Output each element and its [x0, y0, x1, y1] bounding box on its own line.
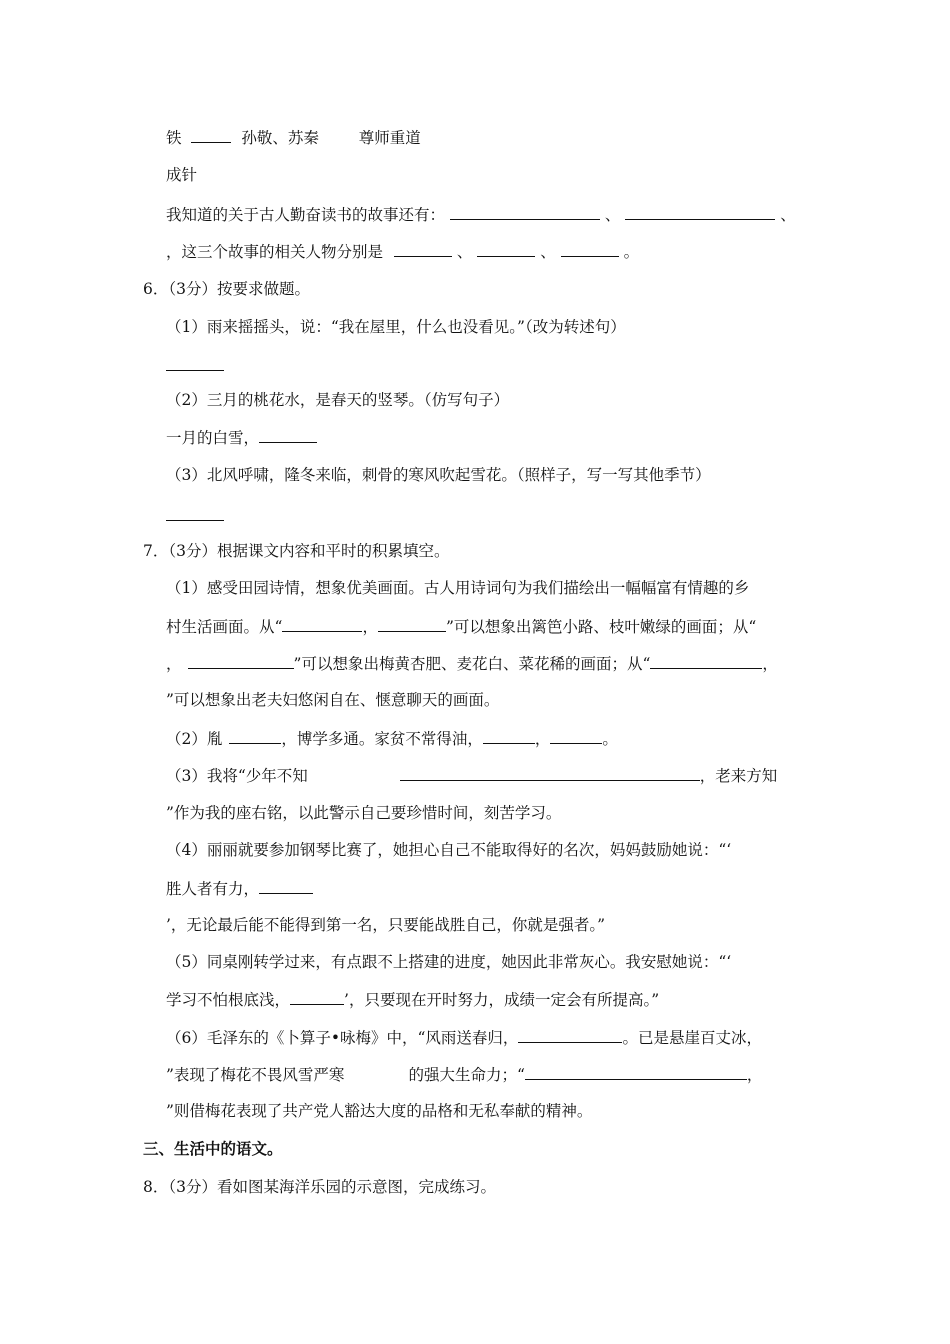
question-6-title: 6．（3分）按要求做题。 — [143, 280, 310, 298]
blank[interactable] — [550, 727, 602, 744]
blank[interactable] — [378, 615, 446, 632]
prompt-text: 。已是悬崖百丈冰， — [622, 1029, 762, 1047]
blank[interactable] — [625, 203, 775, 220]
idiom-text: 孙敬、苏秦 — [241, 129, 319, 147]
prompt-text: （2）胤 — [166, 730, 223, 748]
question-6-2-answer — [166, 426, 317, 449]
idiom-match-line — [166, 126, 421, 149]
blank[interactable] — [477, 240, 535, 257]
prompt-text: 的强大生命力；“ — [408, 1066, 525, 1084]
punct: ， — [166, 655, 182, 673]
punct: 、 — [604, 206, 621, 224]
blank[interactable] — [188, 652, 294, 669]
punct: ， — [762, 655, 778, 673]
question-7-6 — [166, 1026, 762, 1049]
prompt-text: ’，只要现在开时努力，成绩一定会有所提高。” — [344, 991, 660, 1009]
punct: 、 — [456, 243, 473, 261]
prompt-text: ”表现了梅花不畏风雪严寒 — [166, 1066, 345, 1084]
prompt-text: 村生活画面。从“ — [166, 618, 283, 636]
blank[interactable] — [229, 727, 281, 744]
prompt-text: ”可以想象出篱笆小路、枝叶嫩绿的画面；从“ — [445, 618, 757, 636]
blank[interactable] — [400, 764, 700, 781]
question-7-title: 7．（3分）根据课文内容和平时的积累填空。 — [143, 542, 450, 560]
question-7-5: （5）同桌刚转学过来，有点跟不上搭建的进度，她因此非常灰心。我安慰她说：“‘ — [166, 953, 732, 971]
question-7-1-line2 — [166, 615, 756, 638]
blank[interactable] — [483, 727, 535, 744]
prompt-text: ，这三个故事的相关人物分别是 — [166, 243, 384, 261]
punct: 。 — [602, 730, 618, 748]
prompt-text: 学习不怕根底浅， — [166, 991, 291, 1009]
prompt-text: ，老来方知 — [699, 767, 778, 785]
idiom-text: 成针 — [166, 166, 198, 184]
question-7-4-line3: ’，无论最后能不能得到第一名，只要能战胜自己，你就是强者。” — [166, 916, 606, 934]
question-7-1: （1）感受田园诗情，想象优美画面。古人用诗词句为我们描绘出一幅幅富有情趣的乡 — [166, 579, 750, 597]
blank[interactable] — [191, 126, 231, 143]
punct: 、 — [540, 243, 556, 261]
blank[interactable] — [561, 240, 619, 257]
prompt-text: 胜人者有力， — [166, 880, 260, 898]
prompt-text: ，博学多通。家贫不常得油， — [281, 730, 483, 748]
question-7-6-line2 — [166, 1063, 762, 1086]
question-6-2: （2）三月的桃花水，是春天的竖琴。（仿写句子） — [166, 391, 510, 409]
punct: ， — [534, 730, 551, 748]
blank[interactable] — [282, 615, 362, 632]
blank[interactable] — [259, 877, 313, 894]
story-line — [166, 203, 796, 226]
question-7-6-line3: ”则借梅花表现了共产党人豁达大度的品格和无私奉献的精神。 — [166, 1102, 593, 1120]
story-line-2 — [166, 240, 639, 263]
question-7-3-line2: ”作为我的座右铭，以此警示自己要珍惜时间，刻苦学习。 — [166, 804, 562, 822]
punct: ， — [362, 618, 378, 636]
prompt-text: （6）毛泽东的《卜算子•咏梅》中，“风雨送春归， — [166, 1029, 519, 1047]
question-7-4: （4）丽丽就要参加钢琴比赛了，她担心自己不能取得好的名次，妈妈鼓励她说：“‘ — [166, 841, 732, 859]
question-7-1-line3 — [166, 652, 778, 675]
question-6-1: （1）雨来摇摇头，说：“我在屋里，什么也没看见。”（改为转述句） — [166, 318, 626, 336]
answer-line[interactable] — [166, 354, 224, 377]
blank[interactable] — [525, 1063, 747, 1080]
section-3-heading: 三、生活中的语文。 — [143, 1140, 283, 1158]
punct: ， — [746, 1066, 763, 1084]
question-7-2 — [166, 727, 618, 750]
prompt-text: 一月的白雪， — [166, 429, 260, 447]
question-7-1-line4: ”可以想象出老夫妇悠闲自在、惬意聊天的画面。 — [166, 691, 500, 709]
prompt-text: ”可以想象出梅黄杏肥、麦花白、菜花稀的画面；从“ — [293, 655, 651, 673]
prompt-text: （3）我将“少年不知 — [166, 767, 308, 785]
blank[interactable] — [650, 652, 762, 669]
blank[interactable] — [290, 988, 344, 1005]
blank[interactable] — [518, 1026, 622, 1043]
question-7-3 — [166, 764, 777, 787]
question-8-title: 8．（3分）看如图某海洋乐园的示意图，完成练习。 — [143, 1178, 496, 1196]
answer-line[interactable] — [166, 504, 224, 527]
punct: 。 — [623, 243, 640, 261]
question-7-4-line2 — [166, 877, 313, 900]
prompt-text: 我知道的关于古人勤奋读书的故事还有： — [166, 206, 446, 224]
blank[interactable] — [394, 240, 452, 257]
blank[interactable] — [450, 203, 600, 220]
question-6-3: （3）北风呼啸，隆冬来临，刺骨的寒风吹起雪花。（照样子，写一写其他季节） — [166, 466, 711, 484]
blank[interactable] — [259, 426, 317, 443]
idiom-text: 尊师重道 — [358, 129, 421, 147]
idiom-text: 铁 — [166, 129, 182, 147]
question-7-5-line2 — [166, 988, 659, 1011]
punct: 、 — [780, 206, 796, 224]
